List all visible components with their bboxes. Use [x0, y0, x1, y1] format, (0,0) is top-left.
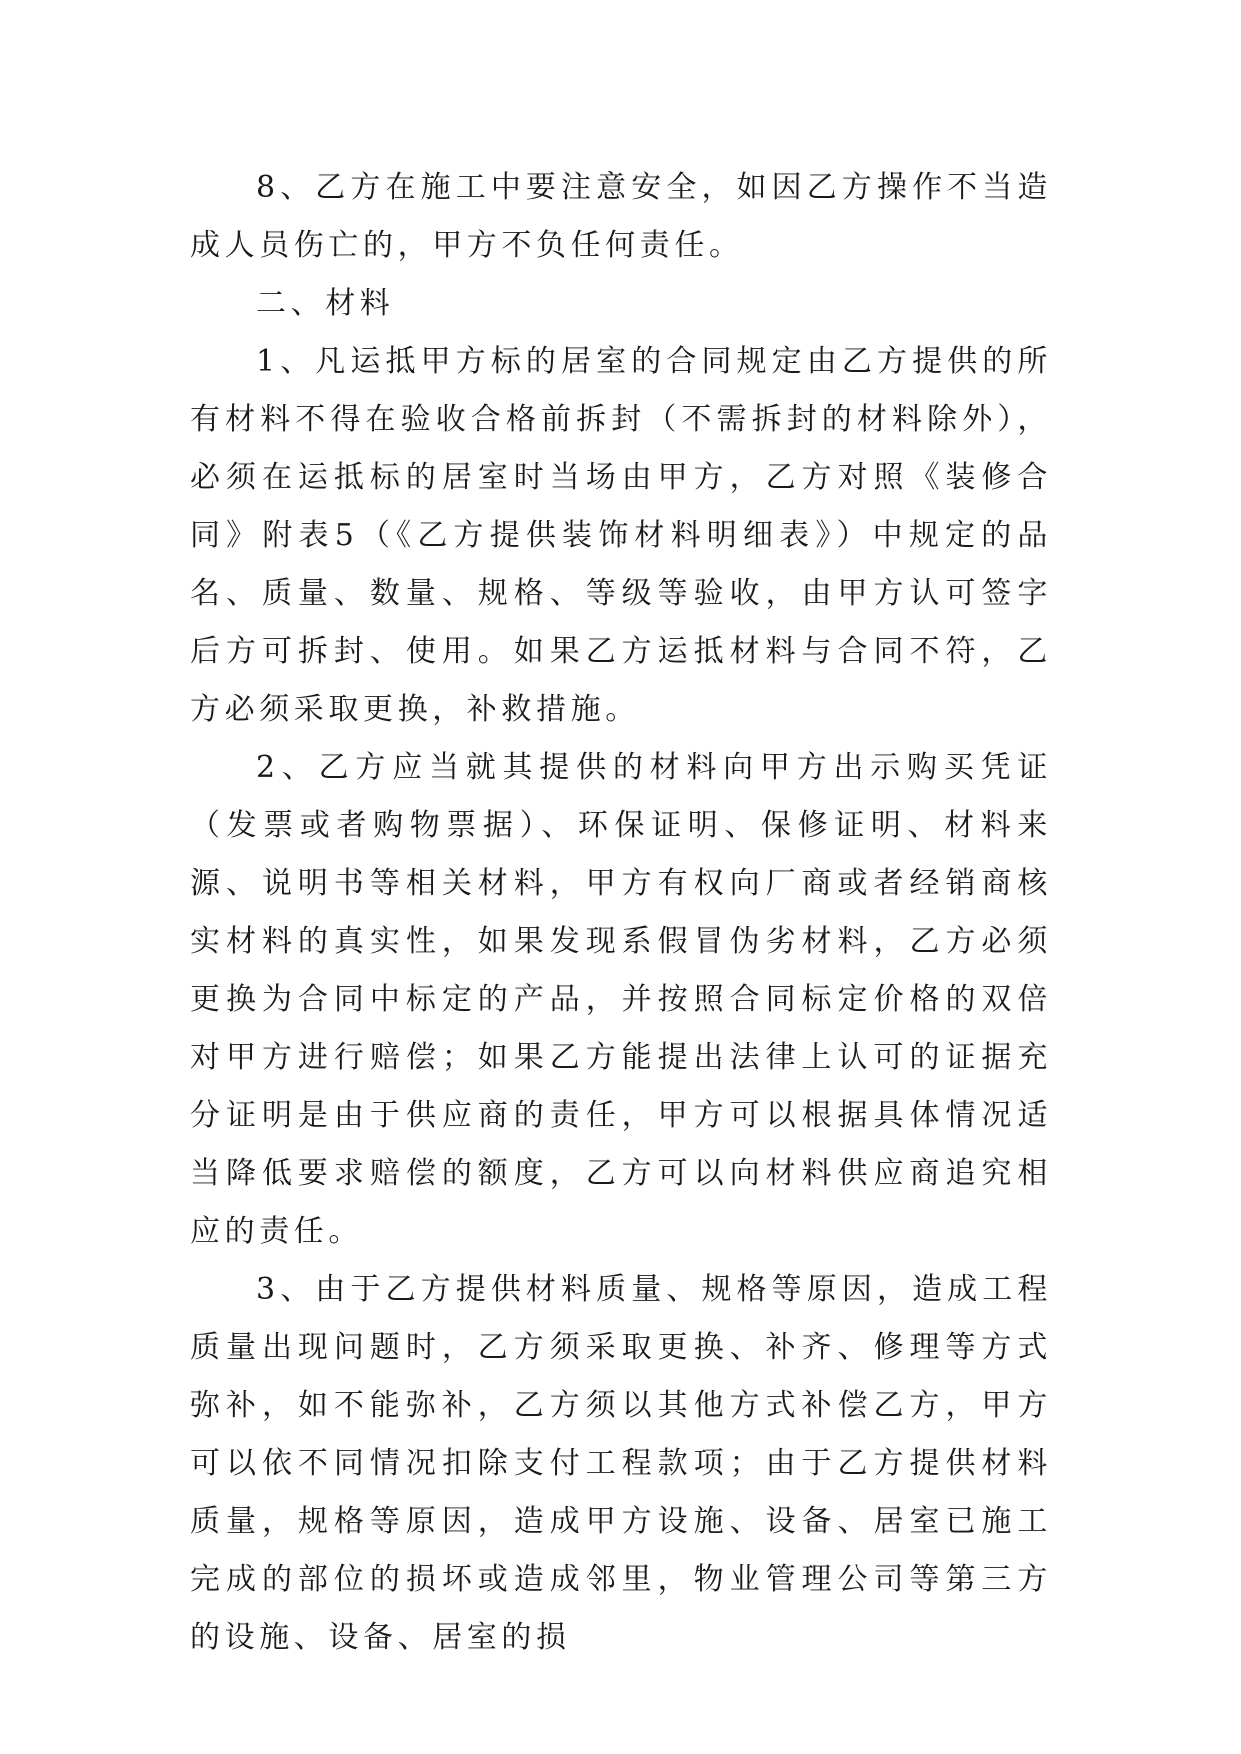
- paragraph-safety-clause: 8、乙方在施工中要注意安全，如因乙方操作不当造成人员伤亡的，甲方不负任何责任。: [190, 170, 1052, 263]
- document-body: [190, 159, 1052, 1667]
- paragraph-quality-responsibility: 3、由于乙方提供材料质量、规格等原因，造成工程质量出现问题时，乙方须采取更换、补齐、修理等方式弥补，如不能弥补，乙方须以其他方式补偿乙方，甲方可以依不同情况扣除支付工程款项；由于乙方提供材料质量，规格等原因，造成甲方设施、设备、居室已施工完成的部位的损坏或造成邻里，物业管理公司等第三方的设施、设备、居室的损: [190, 1272, 1052, 1655]
- paragraph-purchase-proof: 2、乙方应当就其提供的材料向甲方出示购买凭证（发票或者购物票据）、环保证明、保修证明、材料来源、说明书等相关材料，甲方有权向厂商或者经销商核实材料的真实性，如果发现系假冒伪劣材料，乙方必须更换为合同中标定的产品，并按照合同标定价格的双倍对甲方进行赔偿；如果乙方能提出法律上认可的证据充分证明是由于供应商的责任，甲方可以根据具体情况适当降低要求赔偿的额度，乙方可以向材料供应商追究相应的责任。: [190, 750, 1052, 1249]
- section-heading-materials: 二、材料: [256, 286, 395, 321]
- paragraph-material-inspection: 1、凡运抵甲方标的居室的合同规定由乙方提供的所有材料不得在验收合格前拆封（不需拆封的材料除外），必须在运抵标的居室时当场由甲方，乙方对照《装修合同》附表5（《乙方提供装饰材料明细表》）中规定的品名、质量、数量、规格、等级等验收，由甲方认可签字后方可拆封、使用。如果乙方运抵材料与合同不符，乙方必须采取更换，补救措施。: [190, 344, 1052, 727]
